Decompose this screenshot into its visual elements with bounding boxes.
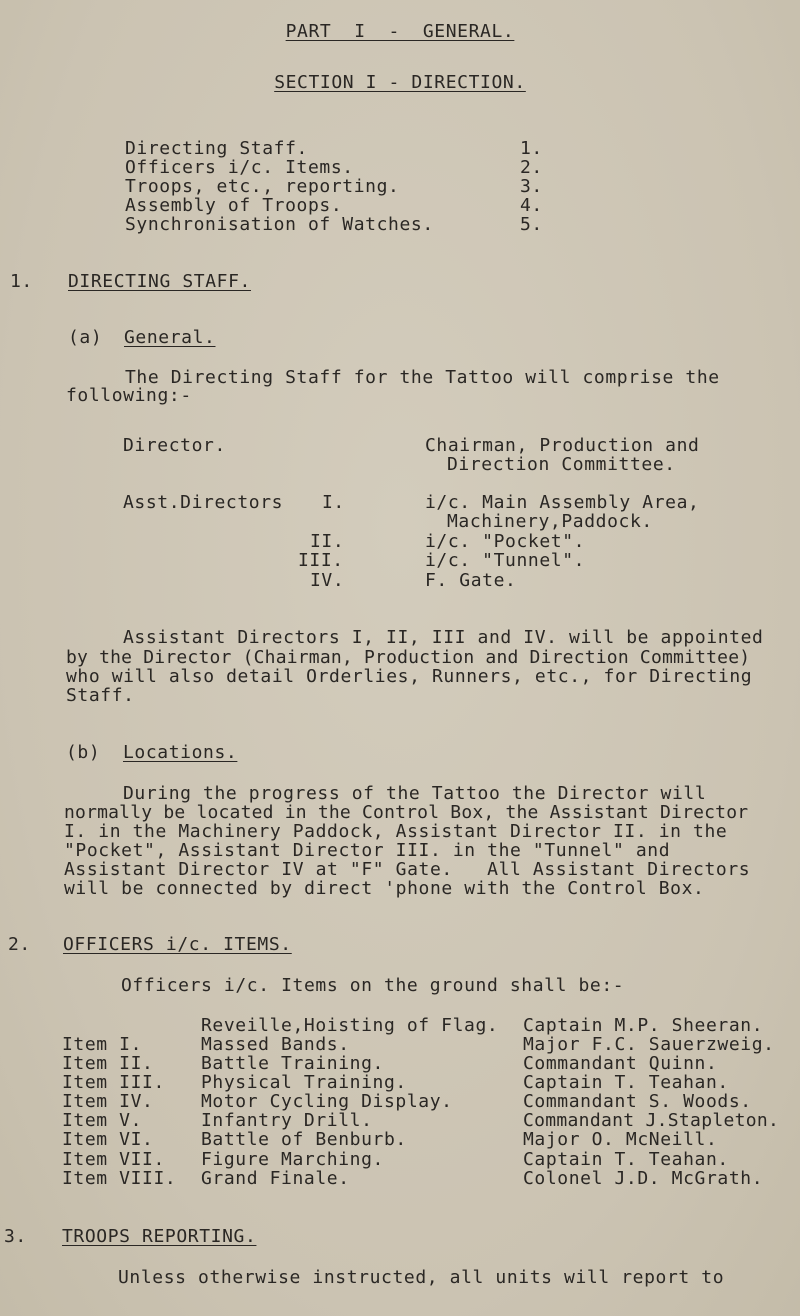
paragraph-line: who will also detail Orderlies, Runners, etc., for Directing	[66, 666, 753, 687]
director-description: Direction Committee.	[447, 454, 676, 475]
asst-director-description: F. Gate.	[425, 570, 517, 591]
section-2-number: 2.	[8, 934, 31, 955]
section-1-number: 1.	[10, 271, 33, 292]
item-officer: Captain T. Teahan.	[523, 1072, 729, 1093]
subsection-b-label: (b)	[66, 742, 101, 763]
item-description: Reveille,Hoisting of Flag.	[201, 1015, 499, 1036]
subsection-b-title: Locations.	[123, 742, 238, 763]
item-name: Item VIII.	[62, 1168, 177, 1189]
item-description: Infantry Drill.	[201, 1110, 373, 1131]
contents-item-label: Synchronisation of Watches.	[125, 214, 434, 235]
director-label: Director.	[123, 435, 226, 456]
paragraph-line: "Pocket", Assistant Director III. in the "Tunnel" and	[64, 840, 671, 861]
item-name: Item VI.	[62, 1129, 154, 1150]
paragraph-line: Unless otherwise instructed, all units will report to	[118, 1267, 725, 1288]
paragraph-line: by the Director (Chairman, Production and Direction Committee)	[66, 647, 751, 668]
section-2-heading: OFFICERS i/c. ITEMS.	[63, 934, 292, 955]
asst-directors-label: Asst.Directors	[123, 492, 284, 513]
item-name: Item III.	[62, 1072, 165, 1093]
section-3-heading: TROOPS REPORTING.	[62, 1226, 257, 1247]
asst-director-description: Machinery,Paddock.	[447, 511, 653, 532]
director-description: Chairman, Production and	[425, 435, 700, 456]
item-name: Item IV.	[62, 1091, 154, 1112]
contents-item-number: 3.	[520, 176, 543, 197]
item-name: Item V.	[62, 1110, 143, 1131]
asst-director-numeral: II.	[310, 531, 345, 552]
item-description: Physical Training.	[201, 1072, 407, 1093]
subsection-a-title: General.	[124, 327, 216, 348]
asst-director-description: i/c. Main Assembly Area,	[425, 492, 700, 513]
asst-director-numeral: III.	[298, 550, 344, 571]
paragraph-line: During the progress of the Tattoo the Director will	[123, 783, 707, 804]
section-3-number: 3.	[4, 1226, 27, 1247]
paragraph-line: Officers i/c. Items on the ground shall be:-	[121, 975, 625, 996]
contents-item-number: 1.	[520, 138, 543, 159]
item-officer: Major O. McNeill.	[523, 1129, 718, 1150]
section-1-heading: DIRECTING STAFF.	[68, 271, 251, 292]
asst-director-numeral: I.	[322, 492, 345, 513]
asst-director-description: i/c. "Pocket".	[425, 531, 586, 552]
paragraph-line: Staff.	[66, 685, 135, 706]
paragraph-line: will be connected by direct 'phone with the Control Box.	[64, 878, 705, 899]
contents-item-label: Directing Staff.	[125, 138, 308, 159]
item-officer: Colonel J.D. McGrath.	[523, 1168, 764, 1189]
paragraph-line: The Directing Staff for the Tattoo will comprise the	[125, 367, 720, 388]
item-name: Item II.	[62, 1053, 154, 1074]
item-name: Item I.	[62, 1034, 143, 1055]
contents-item-number: 2.	[520, 157, 543, 178]
item-officer: Captain T. Teahan.	[523, 1149, 729, 1170]
subsection-a-label: (a)	[68, 327, 103, 348]
item-officer: Commandant S. Woods.	[523, 1091, 752, 1112]
paragraph-line: Assistant Directors I, II, III and IV. will be appointed	[123, 627, 764, 648]
paragraph-line: following:-	[66, 385, 192, 406]
item-description: Motor Cycling Display.	[201, 1091, 453, 1112]
item-officer: Captain M.P. Sheeran.	[523, 1015, 764, 1036]
item-description: Grand Finale.	[201, 1168, 350, 1189]
contents-item-label: Assembly of Troops.	[125, 195, 343, 216]
asst-director-numeral: IV.	[310, 570, 345, 591]
paragraph-line: Assistant Director IV at "F" Gate. All Assistant Directors	[64, 859, 751, 880]
contents-item-number: 5.	[520, 214, 543, 235]
contents-item-label: Officers i/c. Items.	[125, 157, 354, 178]
asst-director-description: i/c. "Tunnel".	[425, 550, 586, 571]
item-description: Figure Marching.	[201, 1149, 384, 1170]
item-description: Battle of Benburb.	[201, 1129, 407, 1150]
paragraph-line: normally be located in the Control Box, the Assistant Director	[64, 802, 749, 823]
item-officer: Commandant J.Stapleton.	[523, 1110, 780, 1131]
item-description: Battle Training.	[201, 1053, 384, 1074]
part-title: PART I - GENERAL.	[285, 21, 515, 42]
item-officer: Commandant Quinn.	[523, 1053, 718, 1074]
item-name: Item VII.	[62, 1149, 165, 1170]
section-title: SECTION I - DIRECTION.	[274, 72, 526, 93]
contents-item-number: 4.	[520, 195, 543, 216]
paragraph-line: I. in the Machinery Paddock, Assistant Director II. in the	[64, 821, 728, 842]
item-officer: Major F.C. Sauerzweig.	[523, 1034, 775, 1055]
item-description: Massed Bands.	[201, 1034, 350, 1055]
contents-item-label: Troops, etc., reporting.	[125, 176, 400, 197]
